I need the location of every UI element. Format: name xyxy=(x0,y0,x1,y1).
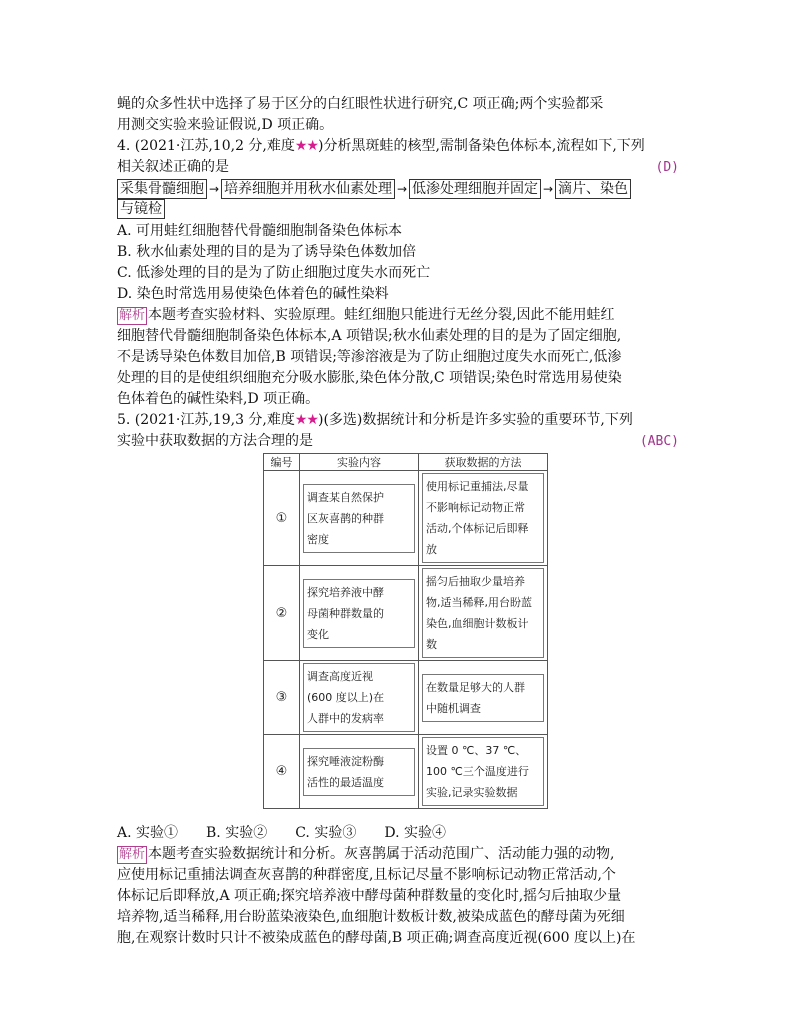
q4-option-a: A. 可用蛙红细胞替代骨髓细胞制备染色体标本 xyxy=(117,223,403,239)
table-header: 实验内容 xyxy=(300,454,419,471)
table-header-row xyxy=(264,454,548,471)
flow-step: 低渗处理细胞并固定 xyxy=(409,179,541,199)
q4-explanation-line: 处理的目的是使组织细胞充分吸水膨胀,染色体分散,C 项错误;染色时常选用易使染 xyxy=(117,370,622,386)
experiment-content: 调查高度近视 (600 度以上)在 人群中的发病率 xyxy=(303,663,415,732)
q5-explanation-line: 体标记后即释放,A 项正确;探究培养液中酵母菌种群数量的变化时,摇匀后抽取少量 xyxy=(117,888,622,904)
data-method: 使用标记重捕法,尽量 不影响标记动物正常 活动,个体标记后即释 放 xyxy=(422,473,544,563)
row-number: ② xyxy=(264,566,300,661)
q5-option-c: C. 实验③ xyxy=(295,825,357,841)
table-header: 编号 xyxy=(264,454,300,471)
q4-flowchart xyxy=(117,179,677,219)
experiment-content: 探究培养液中酵 母菌种群数量的 变化 xyxy=(303,579,415,648)
q4-answer: (D) xyxy=(655,160,679,175)
q5-heading: 5. (2021·江苏,19,3 分,难度★★)(多选)数据统计和分析是许多实验的重要环节,下列 xyxy=(117,412,633,428)
table-row xyxy=(264,566,548,661)
analysis-tag: 解析 xyxy=(119,847,146,862)
table-row xyxy=(264,661,548,735)
data-method: 在数量足够大的人群 中随机调查 xyxy=(422,674,544,722)
q5-options xyxy=(117,823,677,844)
q5-explanation: 解析 本题考查实验数据统计和分析。灰喜鹊属于活动范围广、活动能力强的动物, xyxy=(119,846,615,862)
q4-explanation: 解析 本题考查实验材料、实验原理。蛙红细胞只能进行无丝分裂,因此不能用蛙红 xyxy=(119,307,615,323)
row-number: ④ xyxy=(264,735,300,809)
q5-data-table xyxy=(263,453,548,809)
row-number: ① xyxy=(264,471,300,566)
table-row xyxy=(264,471,548,566)
prev-explanation-line: 用测交实验来验证假说,D 项正确。 xyxy=(117,117,334,133)
q5-option-b: B. 实验② xyxy=(206,825,268,841)
q4-heading: 4. (2021·江苏,10,2 分,难度★★)分析黑斑蛙的核型,需制备染色体标本,流程如下,下列 xyxy=(117,138,645,154)
q5-option-a: A. 实验① xyxy=(117,825,179,841)
flow-step: 采集骨髓细胞 xyxy=(117,179,207,199)
difficulty-stars: ★★ xyxy=(294,138,318,154)
q4-option-d: D. 染色时常选用易使染色体着色的碱性染料 xyxy=(117,286,389,302)
flow-step: 与镜检 xyxy=(117,199,165,219)
q5-explanation-line: 胞,在观察计数时只计不被染成蓝色的酵母菌,B 项正确;调查高度近视(600 度以上)在 xyxy=(117,930,636,946)
experiment-content: 探究唾液淀粉酶 活性的最适温度 xyxy=(303,748,415,796)
q4-explanation-line: 细胞替代骨髓细胞制备染色体标本,A 项错误;秋水仙素处理的目的是为了固定细胞, xyxy=(117,328,622,344)
arrow-icon: → xyxy=(396,182,408,196)
document-page xyxy=(117,94,677,949)
row-number: ③ xyxy=(264,661,300,735)
flow-step: 滴片、染色 xyxy=(555,179,631,199)
table-header: 获取数据的方法 xyxy=(419,454,548,471)
q4-heading-line2: 相关叙述正确的是 (D) xyxy=(117,157,677,178)
data-method: 设置 0 ℃、37 ℃、 100 ℃三个温度进行 实验,记录实验数据 xyxy=(422,737,544,806)
analysis-tag: 解析 xyxy=(119,308,146,323)
q5-heading-line2: 实验中获取数据的方法合理的是 (ABC) xyxy=(117,431,677,452)
q4-option-b: B. 秋水仙素处理的目的是为了诱导染色体数加倍 xyxy=(117,244,417,260)
flow-step: 培养细胞并用秋水仙素处理 xyxy=(221,179,395,199)
q5-option-d: D. 实验④ xyxy=(384,825,446,841)
table-row xyxy=(264,735,548,809)
difficulty-stars: ★★ xyxy=(294,412,318,428)
data-method: 摇匀后抽取少量培养 物,适当稀释,用台盼蓝 染色,血细胞计数板计 数 xyxy=(422,568,544,658)
experiment-content: 调查某自然保护 区灰喜鹊的种群 密度 xyxy=(303,484,415,553)
q4-explanation-line: 色体着色的碱性染料,D 项正确。 xyxy=(117,391,320,407)
arrow-icon: → xyxy=(208,182,220,196)
prev-explanation-line: 蝇的众多性状中选择了易于区分的白红眼性状进行研究,C 项正确;两个实验都采 xyxy=(117,96,604,112)
q5-explanation-line: 培养物,适当稀释,用台盼蓝染液染色,血细胞计数板计数,被染成蓝色的酵母菌为死细 xyxy=(117,909,625,925)
q5-answer: (ABC) xyxy=(639,434,679,449)
q5-explanation-line: 应使用标记重捕法调查灰喜鹊的种群密度,且标记尽量不影响标记动物正常活动,个 xyxy=(117,867,616,883)
q4-option-c: C. 低渗处理的目的是为了防止细胞过度失水而死亡 xyxy=(117,265,431,281)
arrow-icon: → xyxy=(542,182,554,196)
q4-explanation-line: 不是诱导染色体数目加倍,B 项错误;等渗溶液是为了防止细胞过度失水而死亡,低渗 xyxy=(117,349,622,365)
